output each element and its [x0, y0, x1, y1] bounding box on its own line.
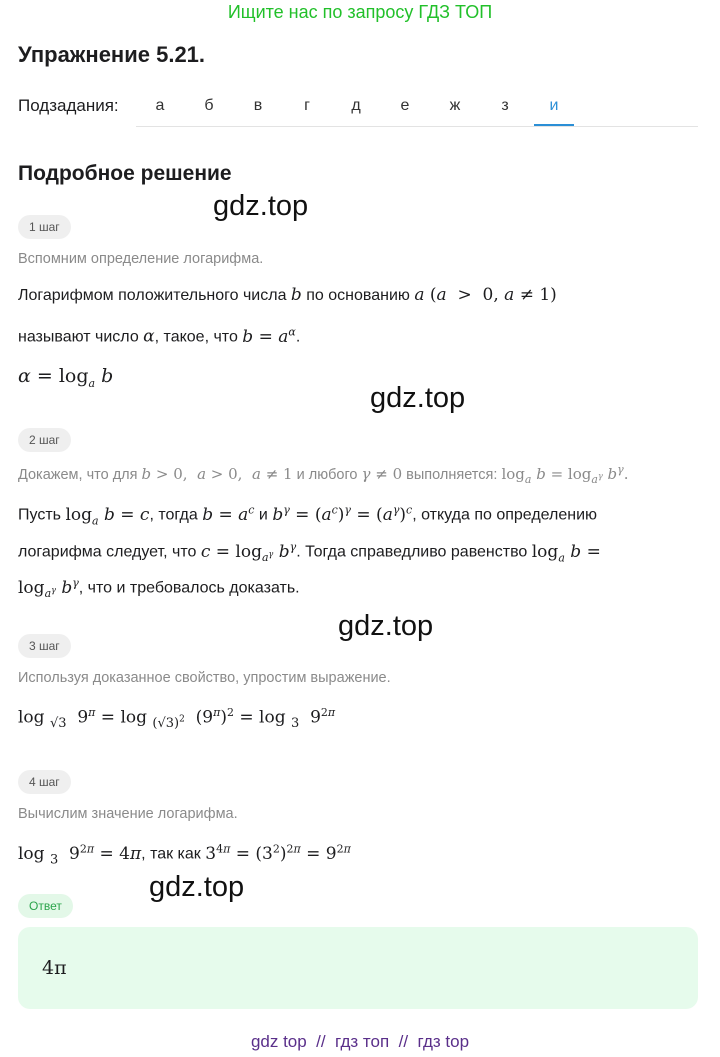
- step-1-line-1: Логарифмом положительного числа b по основанию a (a > 0, a ≠ 1): [18, 285, 557, 305]
- step-4-formula: log $_3$ $9^{2\pi} = 4\pi$, так как $3^{4\pi} = (3^2)^{2\pi} = 9^{2\pi}$: [18, 842, 351, 868]
- step-2-badge: 2 шаг: [18, 428, 71, 452]
- tab-d[interactable]: д: [351, 97, 361, 114]
- step-1-line-2: называют число α, такое, что $b = a^\alpha$.: [18, 325, 301, 347]
- step-2-hint: Докажем, что для b > 0, a > 0, a ≠ 1 и любого γ ≠ 0 выполняется: $\log_a b = \log_{a^\gamma} b^\gamma$.: [18, 463, 629, 486]
- watermark: gdz.top: [370, 382, 466, 414]
- step-1-badge: 1 шаг: [18, 215, 71, 239]
- step-3-hint: Используя доказанное свойство, упростим выражение.: [18, 670, 391, 686]
- tab-i[interactable]: и: [534, 88, 574, 126]
- subtasks-label: Подзадания:: [18, 96, 119, 115]
- section-title: Подробное решение: [18, 162, 232, 185]
- answer-box: [18, 927, 698, 1009]
- tab-g[interactable]: г: [304, 97, 310, 114]
- step-1-hint: Вспомним определение логарифма.: [18, 251, 264, 267]
- step-1-formula: $\alpha = \log_a b$: [18, 365, 114, 390]
- step-2-line-2: логарифма следует, что $c = \log_{a^\gamma} b^\gamma$. Тогда справедливо равенство $\log_a b$ =: [18, 540, 601, 565]
- tab-a[interactable]: а: [155, 97, 165, 114]
- step-3-formula: log $_{√3}$ $9^\pi = \log _{(√3)^2}$ $(9^\pi)^2 = \log _3$ $9^{2\pi}$: [18, 706, 336, 732]
- tab-zh[interactable]: ж: [449, 97, 461, 114]
- step-4-badge: 4 шаг: [18, 770, 71, 794]
- tab-z[interactable]: з: [501, 97, 509, 114]
- watermark: gdz.top: [338, 610, 434, 642]
- watermark: gdz.top: [149, 871, 245, 903]
- exercise-title: Упражнение 5.21.: [18, 42, 206, 67]
- step-3-badge: 3 шаг: [18, 634, 71, 658]
- step-2-line-3: $\log_{a^\gamma} b^\gamma$, что и требовалось доказать.: [18, 576, 300, 601]
- tab-v[interactable]: в: [253, 97, 263, 114]
- top-banner: Ищите нас по запросу ГДЗ ТОП: [227, 2, 493, 22]
- subtasks-tabs: [136, 88, 698, 127]
- footer-links[interactable]: gdz top // гдз топ // гдз top: [250, 1032, 470, 1051]
- tab-e[interactable]: е: [400, 97, 410, 114]
- watermark: gdz.top: [213, 190, 309, 222]
- step-2-line-1: Пусть $\log_a b = c$, тогда $b = a^c$ и $b^\gamma = (a^c)^\gamma = (a^\gamma)^c$, откуда по определению: [18, 503, 598, 528]
- answer-badge: Ответ: [18, 894, 73, 918]
- answer-value: 4π: [42, 957, 67, 979]
- step-4-hint: Вычислим значение логарифма.: [18, 806, 238, 822]
- tab-b[interactable]: б: [204, 97, 214, 114]
